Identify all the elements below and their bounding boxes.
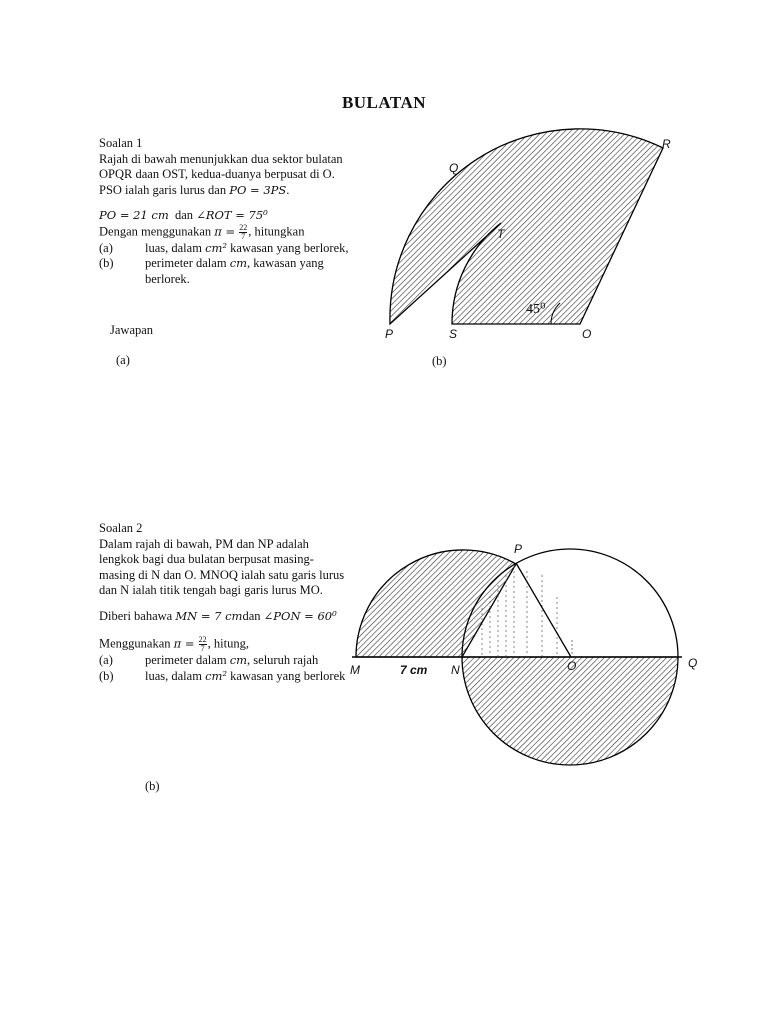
pi-fraction: $\frac{22}{7}$ (239, 222, 248, 241)
q1-line-3: PSO ialah garis lurus dan PO = 3PS. (99, 182, 290, 197)
q1-label-p: P (385, 327, 394, 341)
q2-item-a: (a) perimeter dalam cm, seluruh rajah (99, 653, 319, 667)
q1-answer-a: (a) (116, 353, 130, 367)
q1-answer-b: (b) (432, 354, 447, 368)
q1-jawapan: Jawapan (110, 323, 154, 337)
q2-pi-line: Menggunakan π = $\frac{22}{7}$ , hitung, (99, 635, 249, 653)
q2-radius-op (516, 563, 571, 657)
q2-label-n: N (451, 663, 460, 677)
q1-heading: Soalan 1 (99, 136, 143, 150)
q2-answer-b: (b) (145, 779, 160, 793)
q1-item-b-cont: berlorek. (145, 271, 190, 286)
q1-line-1: Rajah di bawah menunjukkan dua sektor bulatan (99, 151, 343, 166)
q2-shaded-left-semicircle (356, 550, 516, 657)
q1-pi-line: Dengan menggunakan π = $\frac{22}{7}$ , hitungkan (99, 222, 305, 241)
q1-angle-label: 45⁰ (526, 302, 546, 317)
q2-line-4: dan N ialah titik tengah bagi garis lurus MO. (99, 583, 323, 597)
q1-eq-ps: PO = 3PS (229, 182, 287, 197)
q1-label-t: T (497, 227, 505, 241)
q2-label-7cm: 7 cm (400, 663, 428, 677)
q1-label-q: Q (449, 161, 459, 175)
q1-item-a: (a) luas, dalam cm² kawasan yang berlorek, (99, 240, 349, 255)
q2-heading: Soalan 2 (99, 521, 143, 535)
q2-label-m: M (350, 663, 360, 677)
q2-label-o: O (567, 659, 577, 673)
q1-shaded-region (390, 129, 663, 324)
q1-figure (385, 129, 671, 341)
q2-line-2: lengkok bagi dua bulatan berpusat masing- (99, 552, 314, 566)
page-title: BULATAN (341, 93, 427, 112)
pi-fraction: $\frac{22}{7}$ (198, 635, 207, 653)
q1-label-r: R (662, 137, 671, 151)
q2-line-1: Dalam rajah di bawah, PM dan NP adalah (99, 536, 309, 551)
q2-figure (350, 542, 697, 765)
q1-item-b: (b) perimeter dalam cm, kawasan yang (99, 256, 324, 270)
q1-given: PO = 21 cm dan ∠ROT = 75⁰ (99, 208, 268, 222)
q2-line-3: masing di N dan O. MNOQ ialah satu garis lurus (99, 567, 345, 582)
q1-label-o: O (582, 327, 592, 341)
q2-given: Diberi bahawa MN = 7 cmdan ∠PON = 60⁰ (99, 608, 337, 623)
q2-shaded-lower-semicircle (462, 657, 678, 765)
q2-label-p: P (514, 542, 523, 556)
q1-label-s: S (449, 327, 458, 341)
q2-label-q: Q (688, 656, 698, 670)
q1-line-2: OPQR daan OST, kedua-duanya berpusat di O. (99, 167, 335, 181)
q2-item-b: (b) luas, dalam cm² kawasan yang berlorek (99, 668, 346, 683)
